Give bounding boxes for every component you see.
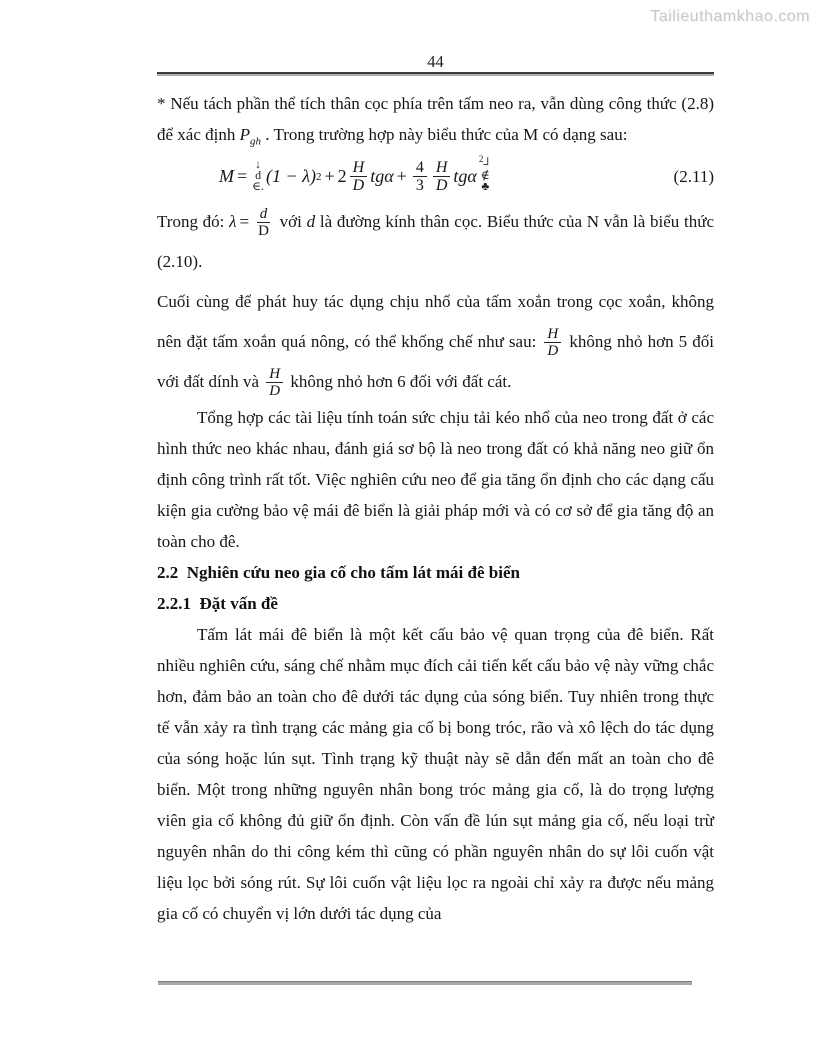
fraction-H-D-inline-2: $\frac{H}{D}$ bbox=[266, 366, 283, 399]
eq-tg-alpha-1: tgα bbox=[370, 166, 394, 187]
d-symbol: d bbox=[306, 211, 316, 231]
paragraph-tam-lat: Tấm lát mái đê biển là một kết cấu bảo vệ quan trọng của đê biển. Rất nhiều nghiên cứu, sáng chế nhằm mục đích cải tiến kết cấu bảo vệ này vững chắc hơn, đảm bảo an toàn cho đê dưới tác dụng của sóng biển. Tuy nhiên trong thực tế vẫn xảy ra tình trạng các mảng gia cố bị bong tróc, rão và xô lệch do tác dụng của sóng hoặc lún sụt. Tình trạng kỹ thuật này sẽ dẫn đến mất an toàn cho đê biển. Một trong những nguyên nhân bong tróc mảng gia cố, là do trọng lượng viên gia cố không đủ giữ ổn định. Còn vấn đề lún sụt mảng gia cố, nếu loại trừ nguyên nhân do thi công kém thì cũng có phần nguyên nhân do sự lôi cuốn vật liệu lọc bởi sóng rút. Sự lôi cuốn vật liệu lọc ra ngoài chỉ xảy ra được nếu mảng gia cố có chuyển vị lớn dưới tác dụng của bbox=[157, 624, 714, 923]
watermark: Tailieuthamkhao.com bbox=[650, 8, 810, 25]
p-gh-subscript: gh bbox=[250, 135, 261, 148]
paragraph-trong-do bbox=[157, 202, 714, 282]
equation-2-11 bbox=[157, 154, 714, 195]
p-gh-symbol: P bbox=[239, 125, 250, 144]
text-segment: không nhỏ hơn 5 đối với đất dính và bbox=[157, 331, 715, 391]
element-of-glyph: ∈. bbox=[252, 179, 265, 194]
text-segment: không nhỏ hơn 6 đối với đất cát. bbox=[286, 371, 512, 391]
text-segment: Cuối cùng để phát huy tác dụng chịu nhổ của tấm xoắn trong cọc xoắn, không nên đặt tấm xoắn quá nông, có thể khống chế như sau: bbox=[157, 291, 714, 351]
corrupt-right-bracket-glyphs bbox=[478, 154, 492, 194]
equals-sign: = bbox=[239, 211, 250, 231]
text-segment: * Nếu tách phần thể tích thân cọc phía trên tấm neo ra, vẫn dùng công thức (2.8) để xác định bbox=[157, 94, 714, 144]
paragraph-cuoi-cung bbox=[157, 282, 714, 402]
fraction-H-D-2: $\frac{H}{D}$ bbox=[433, 159, 451, 195]
eq-term1: (1 − λ) bbox=[266, 166, 316, 187]
fraction-H-D-inline-1: $\frac{H}{D}$ bbox=[544, 326, 561, 359]
text-segment: Trong đó: bbox=[157, 211, 230, 231]
text-segment: . Trong trường hợp này biểu thức của M có dạng sau: bbox=[261, 125, 628, 144]
fraction-d-D: $\frac{d}{D}$ bbox=[258, 205, 269, 240]
fraction-H-D: $\frac{H}{D}$ bbox=[350, 159, 368, 195]
equation-body: M = ↓ d ∈. (1 − λ) 2 + 2 $\frac{H}{D}$ tgα + $\frac{4}{3}$ $\frac{H}{D}$ tgα 2 ┘ ∉ ♣ bbox=[219, 154, 492, 195]
text-segment: là đường kính thân cọc. Biểu thức của N vẫn là biểu thức (2.10). bbox=[157, 211, 715, 271]
eq-plus1: + bbox=[324, 166, 335, 187]
eq-plus2: + bbox=[396, 166, 407, 187]
equation-number: (2.11) bbox=[673, 166, 714, 186]
eq-tg-alpha-2: tgα bbox=[453, 166, 477, 187]
corrupt-left-bracket-glyphs bbox=[252, 159, 264, 192]
page-header-rule bbox=[157, 52, 714, 74]
eq-equals: = bbox=[237, 166, 248, 187]
lambda-symbol: λ bbox=[229, 211, 237, 231]
down-arrow-glyph: ↓ bbox=[255, 157, 262, 172]
corner-glyph: ┘ bbox=[483, 157, 492, 172]
footer-rule bbox=[158, 981, 692, 985]
eq-M: M bbox=[219, 166, 234, 187]
not-element-of-glyph: ∉ bbox=[480, 168, 490, 183]
club-glyph: ♣ bbox=[481, 179, 490, 194]
bracket-glyph: d bbox=[255, 168, 262, 183]
section-heading-2-2-1: 2.2.1 Đặt vấn đề bbox=[157, 593, 278, 613]
page-content bbox=[157, 52, 714, 929]
exponent-corner-row: 2 ┘ bbox=[478, 154, 492, 172]
section-heading-2-2: 2.2 Nghiên cứu neo gia cố cho tấm lát mái đê biển bbox=[157, 562, 520, 582]
eq-coefficient: 2 bbox=[337, 166, 347, 187]
fraction-4-3: $\frac{4}{3}$ bbox=[413, 159, 427, 195]
page-number: 44 bbox=[427, 52, 444, 71]
text-segment: với bbox=[274, 211, 307, 231]
paragraph-formula-note bbox=[157, 88, 714, 150]
paragraph-tong-hop: Tổng hợp các tài liệu tính toán sức chịu tải kéo nhổ của neo trong đất ở các hình thức neo khác nhau, đánh giá sơ bộ là neo trong đất có khả năng neo giữ ổn định công trình rất tốt. Việc nghiên cứu neo để gia tăng ổn định cho các dạng cấu kiện gia cường bảo vệ mái đê biển là giải pháp mới và có cơ sở để gia tăng độ an toàn cho đê. bbox=[157, 407, 714, 551]
